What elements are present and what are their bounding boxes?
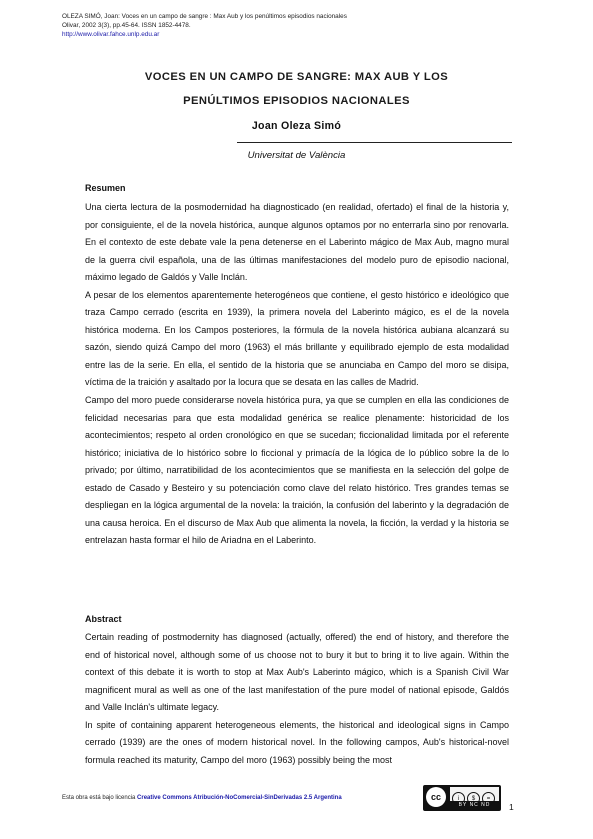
abstract-paragraph: In spite of containing apparent heterogeneous elements, the historical and ideological signs in Campo cerrado (1939) are the ones of modern historical novel. In the following campos, Aub's historical-novel formula reached its maturity, Campo del moro (1963) possibly being the most — [85, 719, 509, 765]
cc-license-badge[interactable] — [423, 785, 501, 811]
citation-line-2: Olivar, 2002 3(3), pp.45-64. ISSN 1852-4478. — [62, 22, 191, 29]
affiliation: Universitat de València — [247, 150, 346, 161]
resumen-body — [85, 199, 509, 550]
noncommercial-icon: $ — [467, 792, 480, 805]
citation-line-1: OLEZA SIMÓ, Joan: Voces en un campo de sangre : Max Aub y los penúltimos episodios nacionales — [62, 13, 347, 20]
resumen-paragraph: Una cierta lectura de la posmodernidad ha diagnosticado (en realidad, ofertado) el final de la historia y, por consiguiente, el de la novela histórica, aunque algunos optamos por no enterrarla sino por renovarla. En el contexto de este debate vale la pena detenerse en el Laberinto mágico de Max Aub, magno mural de la guerra civil española, una de las últimas manifestaciones del modelo puro de episodio nacional, máximo legado de Galdós y Valle Inclán. — [85, 202, 509, 283]
author-name: Joan Oleza Simó — [251, 120, 342, 132]
resumen-paragraph: A pesar de los elementos aparentemente heterogéneos que contiene, el gesto histórico e ideológico que traza Campo cerrado (escrita en 1939), la primera novela del Laberinto mágico, es el de la novela histórica moderna. En los Campos posteriores, la fórmula de la novela histórica aubiana alcanzará su sazón, siendo quizá Campo del moro (1963) el más brillante y equilibrado ejemplo de esta modalidad entre las de la serie. En ella, el sentido de la historia que se anunciaba en Campo del moro se disipa, víctima de la traición y asaltado por la locura que se desata en las calles de Madrid. — [85, 289, 509, 388]
article-title-line-2: PENÚLTIMOS EPISODIOS NACIONALES — [183, 95, 410, 107]
abstract-paragraph: Certain reading of postmodernity has diagnosed (actually, offered) the end of history, and therefore the end of historical novel, although some of us choose not to bury it but to bring it to live again. Within the context of this debate it is worth to stop at Max Aub's Laberinto mágico, which is a Spanish Civil War magnificent mural as well as one of the last manifestation of the pure model of national episode, Galdós and Valle Inclán's ultimate legacy. — [85, 632, 509, 713]
abstract-body — [85, 629, 509, 769]
abstract-heading: Abstract — [85, 614, 122, 624]
journal-link[interactable]: http://www.olivar.fahce.unlp.edu.ar — [62, 31, 160, 38]
noderivatives-icon: = — [482, 792, 495, 805]
license-link[interactable]: Creative Commons Atribución-NoComercial-SinDerivadas 2.5 Argentina — [137, 795, 342, 801]
attribution-icon: i — [452, 792, 465, 805]
license-prefix: Esta obra está bajo licencia — [62, 795, 138, 801]
article-title-line-1: VOCES EN UN CAMPO DE SANGRE: MAX AUB Y LOS — [144, 71, 449, 83]
resumen-heading: Resumen — [85, 183, 126, 193]
badge-subtitle: BY NC ND — [458, 802, 491, 808]
citation-header — [62, 12, 347, 39]
author-divider — [237, 142, 512, 143]
cc-icon: cc — [426, 787, 446, 807]
page-number: 1 — [509, 802, 514, 812]
license-footer — [62, 795, 342, 801]
resumen-paragraph: Campo del moro puede considerarse novela histórica pura, ya que se cumplen en ella las condiciones de felicidad necesarias para que esta modalidad genérica se realice plenamente: historicidad de los acontecimientos; respeto al orden cronológico en que se sucedan; ficcionalidad limitada por el referente histórico; iniciativa de lo histórico sobre lo ficcional y primacía de la lógica de lo público sobre la de lo privado; por último, narratibilidad de los acontecimientos que se manifiesta en la selección del golpe de estado de Casado y Besteiro y su potenciación como clave del relato histórico. Tres grandes temas se despliegan en la lógica argumental de la novela: la traición, la confusión del laberinto y la degradación de una causa heroica. En el discurso de Max Aub que alimenta la novela, la ficción, la verdad y la historia se entrelazan hasta formar el hilo de Ariadna en el Laberinto. — [85, 395, 509, 546]
